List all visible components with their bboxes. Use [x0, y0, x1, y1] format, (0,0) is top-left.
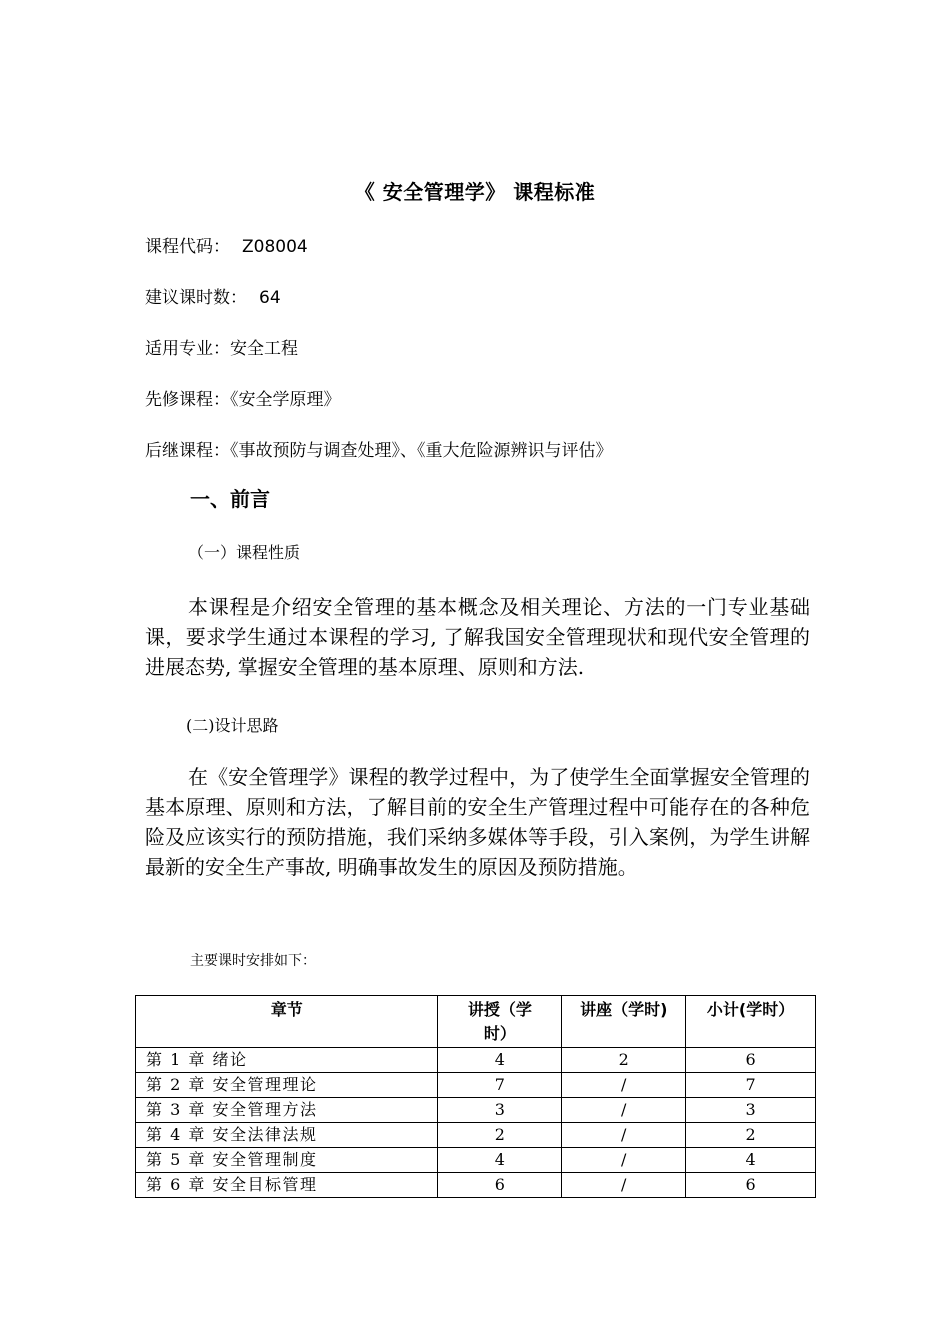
- cell-chapter: 第 2 章 安全管理理论: [136, 1073, 438, 1098]
- header-chapter: 章节: [136, 996, 438, 1048]
- cell-seminar: 2: [562, 1048, 686, 1073]
- cell-lecture: 4: [438, 1048, 562, 1073]
- cell-chapter: 第 6 章 安全目标管理: [136, 1173, 438, 1198]
- cell-seminar: /: [562, 1123, 686, 1148]
- hours-value: 64: [259, 288, 281, 308]
- table-header-row: [136, 996, 816, 1048]
- table-row: [136, 1098, 816, 1123]
- cell-seminar: /: [562, 1098, 686, 1123]
- major-line: 适用专业：安全工程: [145, 339, 298, 359]
- cell-chapter: 第 4 章 安全法律法规: [136, 1123, 438, 1148]
- paragraph-design-approach: 在《安全管理学》课程的教学过程中，为了使学生全面掌握安全管理的基本原理、原则和方法，了解目前的安全生产管理过程中可能存在的各种危险及应该实行的预防措施，我们采纳多媒体等手段，引入案例，为学生讲解最新的安全生产事故, 明确事故发生的原因及预防措施。: [145, 765, 810, 879]
- cell-chapter: 第 5 章 安全管理制度: [136, 1148, 438, 1173]
- paragraph-course-nature: 本课程是介绍安全管理的基本概念及相关理论、方法的一门专业基础课，要求学生通过本课程的学习, 了解我国安全管理现状和现代安全管理的进展态势, 掌握安全管理的基本原理、原则和方法.: [145, 595, 810, 679]
- cell-subtotal: 3: [686, 1098, 816, 1123]
- subsection-heading-nature: （一）课程性质: [188, 543, 301, 562]
- header-seminar-hours: 讲座（学时): [562, 996, 686, 1048]
- header-lecture-hours: 讲授（学时）: [438, 996, 562, 1048]
- table-row: [136, 1048, 816, 1073]
- document-title: 《 安全管理学》 课程标准: [354, 180, 596, 204]
- prerequisite-line: 先修课程：《安全学原理》: [145, 390, 341, 410]
- section-heading-preface: 一、前言: [190, 487, 270, 511]
- hours-label: 建议课时数：: [145, 288, 247, 308]
- header-subtotal-hours: 小计(学时）: [686, 996, 816, 1048]
- course-code-label: 课程代码：: [145, 237, 230, 257]
- cell-chapter: 第 3 章 安全管理方法: [136, 1098, 438, 1123]
- table-row: [136, 1123, 816, 1148]
- table-row: [136, 1173, 816, 1198]
- cell-seminar: /: [562, 1173, 686, 1198]
- cell-lecture: 3: [438, 1098, 562, 1123]
- hours-line: [145, 283, 281, 308]
- schedule-intro: 主要课时安排如下：: [190, 953, 316, 969]
- follow-up-line: 后继课程：《事故预防与调查处理》、《重大危险源辨识与评估》: [145, 441, 613, 461]
- cell-subtotal: 6: [686, 1048, 816, 1073]
- schedule-table: [135, 995, 816, 1198]
- cell-subtotal: 2: [686, 1123, 816, 1148]
- subsection-heading-design: (二)设计思路: [186, 716, 279, 735]
- cell-lecture: 2: [438, 1123, 562, 1148]
- cell-lecture: 6: [438, 1173, 562, 1198]
- cell-subtotal: 4: [686, 1148, 816, 1173]
- cell-subtotal: 6: [686, 1173, 816, 1198]
- table-row: [136, 1073, 816, 1098]
- cell-chapter: 第 1 章 绪论: [136, 1048, 438, 1073]
- cell-seminar: /: [562, 1073, 686, 1098]
- cell-seminar: /: [562, 1148, 686, 1173]
- course-code-value: Z08004: [242, 237, 308, 257]
- cell-lecture: 4: [438, 1148, 562, 1173]
- cell-subtotal: 7: [686, 1073, 816, 1098]
- course-code-line: [145, 232, 308, 257]
- cell-lecture: 7: [438, 1073, 562, 1098]
- table-row: [136, 1148, 816, 1173]
